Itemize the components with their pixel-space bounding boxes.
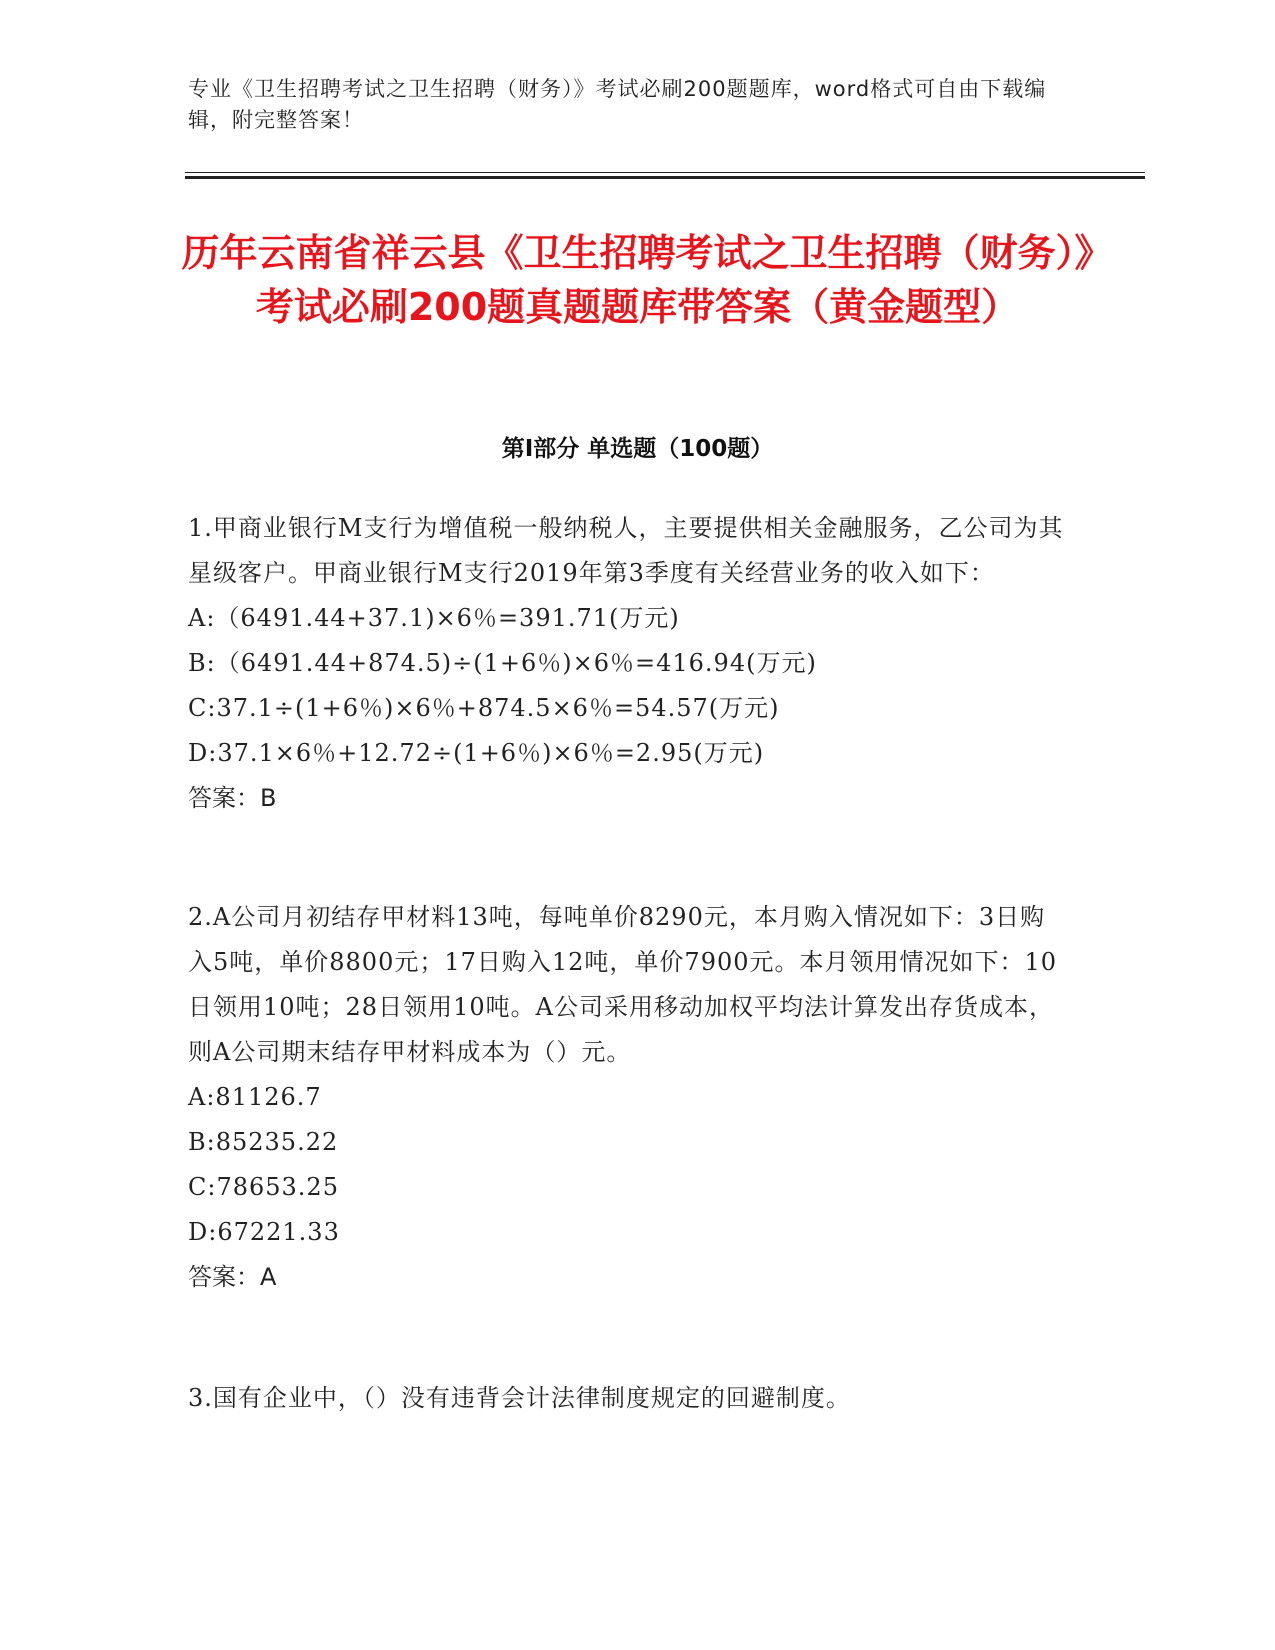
option-c: C:78653.25	[188, 1173, 339, 1201]
question-3	[188, 1376, 1068, 1421]
header-rule-thick	[185, 176, 1145, 179]
header-rule-thin	[185, 172, 1145, 173]
header-note: 专业《卫生招聘考试之卫生招聘（财务）》考试必刷200题题库，word格式可自由下载编辑，附完整答案！	[188, 77, 1047, 132]
option-a: A:81126.7	[188, 1083, 322, 1111]
option-a: A:（6491.44+37.1)×6％=391.71(万元)	[188, 604, 680, 632]
question-1	[188, 506, 1068, 821]
question-stem: 2.A公司月初结存甲材料13吨，每吨单价8290元，本月购入情况如下：3日购入5吨，单价8800元；17日购入12吨，单价7900元。本月领用情况如下：10日领用10吨；28日领用10吨。A公司采用移动加权平均法计算发出存货成本，则A公司期末结存甲材料成本为（）元。	[188, 903, 1058, 1066]
answer-label: 答案：B	[188, 784, 277, 812]
option-b: B:85235.22	[188, 1128, 339, 1156]
section-heading: 第I部分 单选题（100题）	[501, 436, 774, 462]
option-b: B:（6491.44+874.5)÷(1+6％)×6％=416.94(万元)	[188, 649, 817, 677]
question-2	[188, 895, 1068, 1300]
question-stem: 1.甲商业银行M支行为增值税一般纳税人，主要提供相关金融服务，乙公司为其星级客户。甲商业银行M支行2019年第3季度有关经营业务的收入如下：	[188, 514, 1064, 587]
question-stem: 3.国有企业中，（）没有违背会计法律制度规定的回避制度。	[188, 1384, 851, 1412]
option-d: D:37.1×6％+12.72÷(1+6％)×6％=2.95(万元)	[188, 739, 765, 767]
document-title: 历年云南省祥云县《卫生招聘考试之卫生招聘（财务）》考试必刷200题真题题库带答案（黄金题型）	[181, 231, 1094, 329]
answer-label: 答案：A	[188, 1263, 277, 1291]
option-c: C:37.1÷(1+6％)×6％+874.5×6％=54.57(万元)	[188, 694, 780, 722]
option-d: D:67221.33	[188, 1218, 340, 1246]
